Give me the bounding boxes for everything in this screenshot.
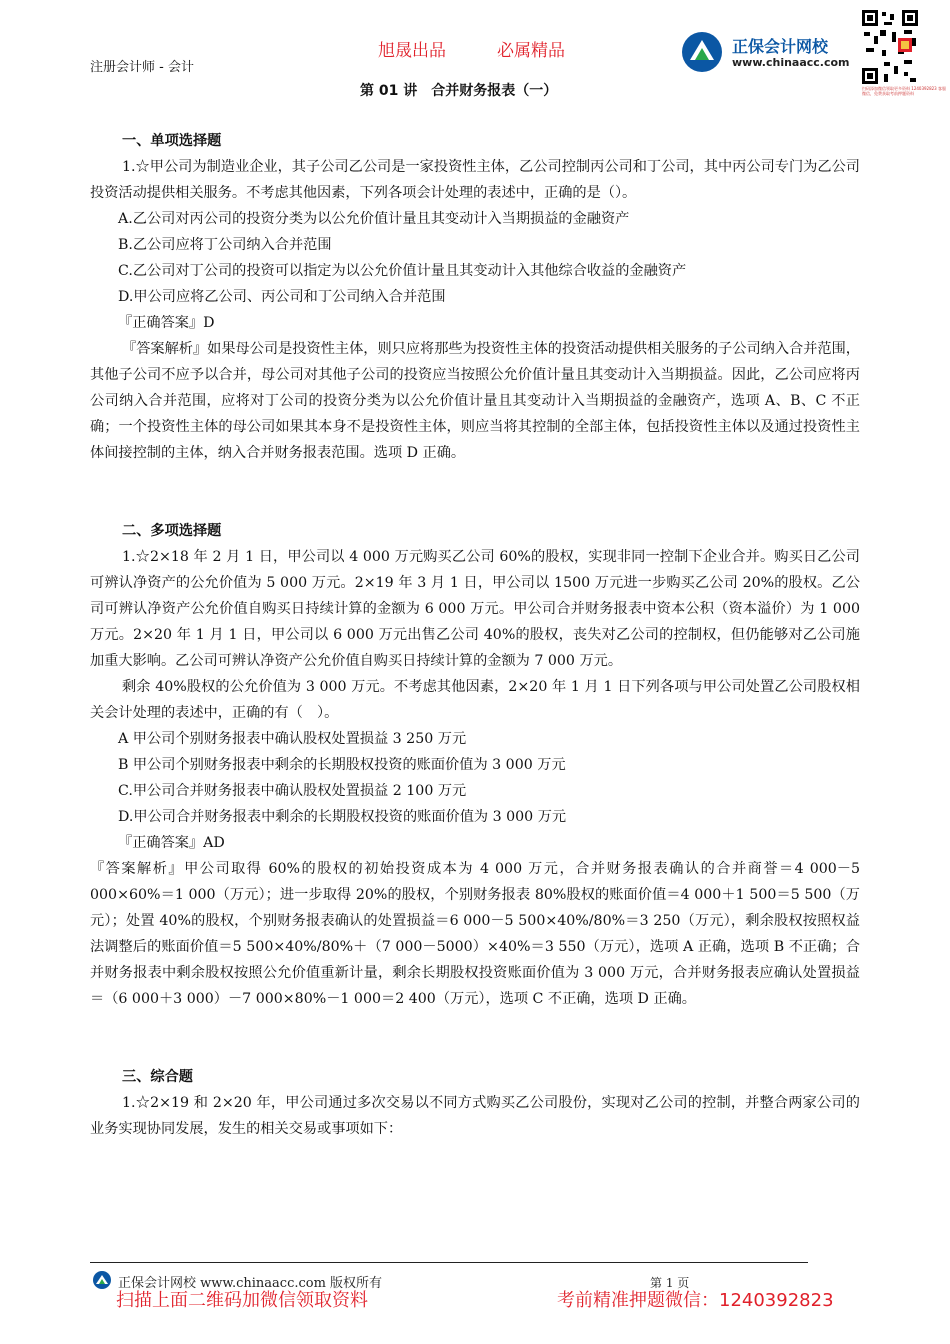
- logo-emblem-icon: [680, 30, 726, 74]
- page-number: 第 1 页: [650, 1276, 690, 1290]
- section-comprehensive: [90, 1064, 860, 1142]
- question-text-continued: 剩余 40%股权的公允价值为 3 000 万元。不考虑其他因素，2×20 年 1 月 1 日下列各项与甲公司处置乙公司股权相关会计处理的表述中，正确的有（ ）。: [90, 679, 860, 721]
- option-b: B.乙公司应将丁公司纳入合并范围: [118, 237, 332, 253]
- brand-slogan-left: 旭晟出品: [378, 41, 446, 61]
- question-text: 1.☆2×18 年 2 月 1 日，甲公司以 4 000 万元购买乙公司 60%的股权，实现非同一控制下企业合并。购买日乙公司可辨认净资产的公允价值为 5 000 万元。2×19 年 3 月 1 日，甲公司以 1500 万元进一步购买乙公司 20%的股权。乙公司可辨认净资产公允价值自购买日持续计算的金额为 6 000 万元。甲公司合并财务报表中资本公积（资本溢价）为 1 000 万元。2×20 年 1 月 1 日，甲公司以 6 000 万元出售乙公司 40%的股权，丧失对乙公司的控制权，但仍能够对乙公司施加重大影响。乙公司可辨认净资产公允价值自购买日持续计算的金额为 7 000 万元。: [90, 549, 860, 669]
- subject-label: 注册会计师 - 会计: [90, 60, 194, 75]
- wechat-qr-code-icon[interactable]: [860, 8, 920, 86]
- section-heading: 二、多项选择题: [122, 523, 222, 539]
- option-a: A 甲公司个别财务报表中确认股权处置损益 3 250 万元: [118, 731, 467, 747]
- promo-banner-right: 考前精准押题微信：1240392823: [557, 1290, 834, 1311]
- question-text: 1.☆甲公司为制造业企业，其子公司乙公司是一家投资性主体，乙公司控制丙公司和丁公司，其中丙公司专门为乙公司投资活动提供相关服务。不考虑其他因素，下列各项会计处理的表述中，正确的是（）。: [90, 159, 860, 201]
- correct-answer: 『正确答案』D: [118, 315, 215, 331]
- option-d: D.甲公司合并财务报表中剩余的长期股权投资的账面价值为 3 000 万元: [118, 809, 567, 825]
- option-a: A.乙公司对丙公司的投资分类为以公允价值计量且其变动计入当期损益的金融资产: [118, 211, 630, 227]
- footer-copyright: 正保会计网校 www.chinaacc.com 版权所有: [118, 1276, 383, 1291]
- lecture-title: 第 01 讲 合并财务报表（一）: [360, 83, 558, 99]
- section-multiple-choice: [90, 518, 860, 1012]
- brand-slogan-right: 必属精品: [497, 41, 565, 61]
- promo-banner-left: 扫描上面二维码加微信领取资料: [116, 1290, 368, 1311]
- option-c: C.甲公司合并财务报表中确认股权处置损益 2 100 万元: [118, 783, 467, 799]
- correct-answer: 『正确答案』AD: [118, 835, 225, 851]
- option-c: C.乙公司对丁公司的投资可以指定为以公允价值计量且其变动计入其他综合收益的金融资产: [118, 263, 687, 279]
- document-body: [90, 128, 860, 1142]
- logo-url: www.chinaacc.com: [732, 56, 850, 69]
- logo-name: 正保会计网校: [732, 37, 829, 56]
- qr-caption: 扫码添加微信领取更多资料 1240392823 客服微信，免费获取考前押题资料: [862, 86, 946, 96]
- section-heading: 三、综合题: [122, 1069, 193, 1085]
- chinaacc-logo: [680, 30, 855, 74]
- section-single-choice: [90, 128, 860, 466]
- footer-divider: [90, 1262, 808, 1263]
- answer-analysis: 『答案解析』甲公司取得 60%的股权的初始投资成本为 4 000 万元，合并财务报表确认的合并商誉＝4 000－5 000×60%＝1 000（万元）；进一步取得 20%的股权，个别财务报表 80%股权的账面价值＝4 000＋1 500＝5 500（万元）；处置 40%的股权，个别财务报表确认的处置损益＝6 000－5 500×40%/80%＝3 250（万元），剩余股权按照权益法调整后的账面价值＝5 500×40%/80%＋（7 000－5000）×40%＝3 550（万元），选项 A 正确，选项 B 不正确；合并财务报表中剩余股权按照公允价值重新计量，剩余长期股权投资账面价值为 3 000 万元，合并财务报表应确认处置损益＝（6 000＋3 000）－7 000×80%－1 000＝2 400（万元），选项 C 不正确，选项 D 正确。: [90, 861, 860, 1007]
- question-text: 1.☆2×19 和 2×20 年，甲公司通过多次交易以不同方式购买乙公司股份，实现对乙公司的控制，并整合两家公司的业务实现协同发展，发生的相关交易或事项如下：: [90, 1095, 860, 1137]
- answer-analysis: 『答案解析』如果母公司是投资性主体，则只应将那些为投资性主体的投资活动提供相关服务的子公司纳入合并范围，其他子公司不应予以合并，母公司对其他子公司的投资应当按照公允价值计量且其变动计入当期损益。因此，乙公司应将丙公司纳入合并范围，应将对丁公司的投资分类为以公允价值计量且其变动计入当期损益的金融资产，选项 A、B、C 不正确；一个投资性主体的母公司如果其本身不是投资性主体，则应当将其控制的全部主体，包括投资性主体以及通过投资性主体间接控制的主体，纳入合并财务报表范围。选项 D 正确。: [90, 341, 860, 461]
- section-heading: 一、单项选择题: [122, 133, 222, 149]
- footer-logo-icon: [92, 1270, 112, 1290]
- option-d: D.甲公司应将乙公司、丙公司和丁公司纳入合并范围: [118, 289, 446, 305]
- option-b: B 甲公司个别财务报表中剩余的长期股权投资的账面价值为 3 000 万元: [118, 757, 566, 773]
